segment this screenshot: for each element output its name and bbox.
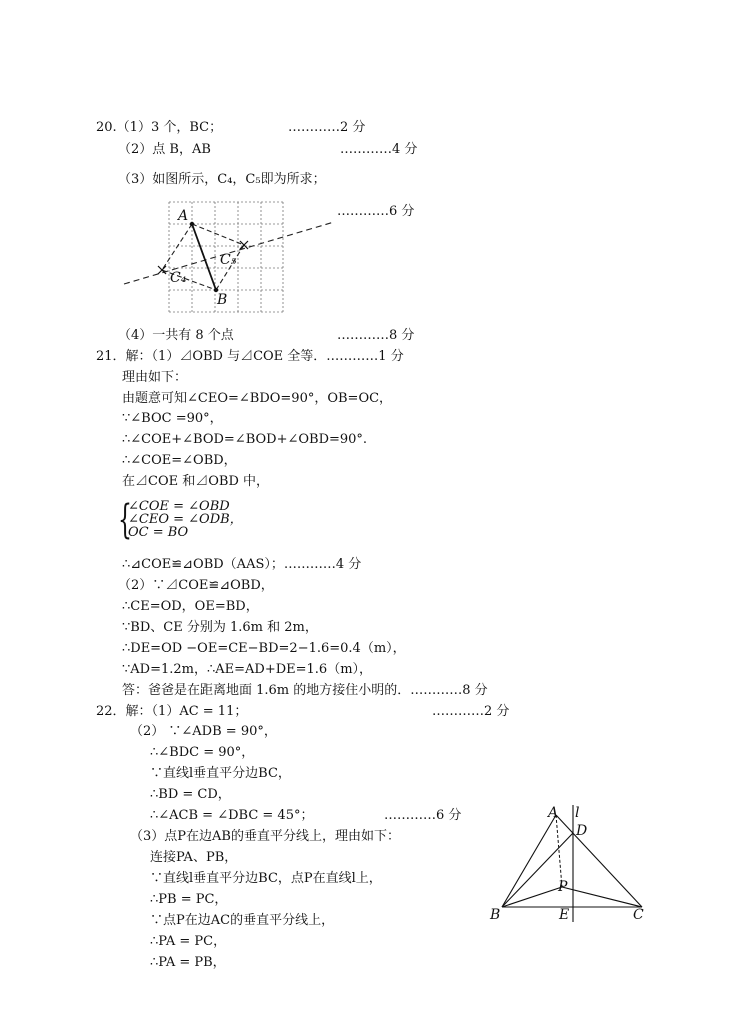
label-c5: C₅ [220,252,237,268]
left-brace: { [118,497,132,543]
q21-line12: ∴DE=OD −OE=CE−BD=2−1.6=0.4（m）， [122,641,406,656]
grid-construction-figure [120,196,340,318]
point-a [190,222,194,226]
triangle-figure [482,805,652,925]
q21-line2: 理由如下： [122,370,188,385]
label-a: A [548,805,559,821]
system-line-2: ∠CEO = ∠ODB， [128,512,243,527]
q22-line10: ∴PB = PC， [150,892,228,907]
q21-line1: 21．解：（1）⊿OBD 与⊿COE 全等．…………1 分 [96,349,404,364]
q21-line5: ∴∠COE+∠BOD=∠BOD+∠OBD=90°. [122,432,368,447]
segment-ab [192,224,216,290]
system-line-1: ∠COE = ∠OBD [128,499,230,514]
q22-line9: ∵直线l垂直平分边BC，点P在直线l上， [150,871,382,886]
q22-line2: （2） ∵∠ADB = 90°， [130,724,277,739]
label-c: C [633,907,644,923]
q22-line1: 22．解：（1）AC = 11； [96,704,248,719]
congruence-system [118,498,288,542]
label-c4: C₄ [170,270,187,286]
q22-line3: ∴∠BDC = 90°， [150,745,255,760]
q20-line3-score: …………6 分 [337,204,415,219]
q20-line1: 20.（1）3 个，BC； [96,120,223,135]
q22-line12: ∴PA = PC， [150,934,227,949]
q21-line9: （2）∵⊿COE≌⊿OBD， [118,578,274,593]
label-p: P [558,879,568,895]
q22-line1-score: …………2 分 [432,704,510,719]
q21-line7: 在⊿COE 和⊿OBD 中， [122,474,269,489]
q21-line6: ∴∠COE=∠OBD， [122,453,237,468]
label-l: l [575,805,580,821]
q21-line4: ∵∠BOC =90°， [122,411,223,426]
q22-line6-score: …………6 分 [384,808,462,823]
label-d: D [576,823,588,839]
q22-line11: ∵点P在边AC的垂直平分线上， [150,913,335,928]
q22-line7: （3）点P在边AB的垂直平分线上，理由如下： [130,829,400,844]
q20-line4: （4）一共有 8 个点 [118,328,234,343]
q21-line11: ∵BD、CE 分别为 1.6m 和 2m， [122,620,318,635]
q22-line13: ∴PA = PB， [150,955,226,970]
q21-line3: 由题意可知∠CEO=∠BDO=90°，OB=OC， [122,391,393,406]
q20-line3: （3）如图所示，C₄，C₅即为所求； [118,172,326,187]
dashed-line-ap [556,815,562,887]
q22-line4: ∵直线l垂直平分边BC， [150,766,291,781]
q21-line13: ∵AD=1.2m，∴AE=AD+DE=1.6（m）， [122,662,373,677]
q21-line10: ∴CE=OD，OE=BD， [122,599,259,614]
q21-line8: ∴⊿COE≌⊿OBD（AAS）；…………4 分 [122,557,362,572]
q20-line1-score: …………2 分 [288,120,366,135]
system-line-3: OC = BO [128,525,189,540]
label-e: E [559,907,570,923]
triangle-solid-lines [502,805,642,922]
q21-line14: 答：爸爸是在距离地面 1.6m 的地方接住小明的．…………8 分 [122,683,488,698]
label-a: A [178,208,189,224]
q22-line5: ∴BD = CD， [150,787,231,802]
label-b: B [490,907,501,923]
q22-line8: 连接PA、PB， [150,850,238,865]
q22-line6: ∴∠ACB = ∠DBC = 45°； [150,808,314,823]
q20-line4-score: …………8 分 [337,328,415,343]
q20-line2: （2）点 B，AB [118,142,211,157]
label-b: B [217,292,228,308]
q20-line2-score: …………4 分 [340,142,418,157]
